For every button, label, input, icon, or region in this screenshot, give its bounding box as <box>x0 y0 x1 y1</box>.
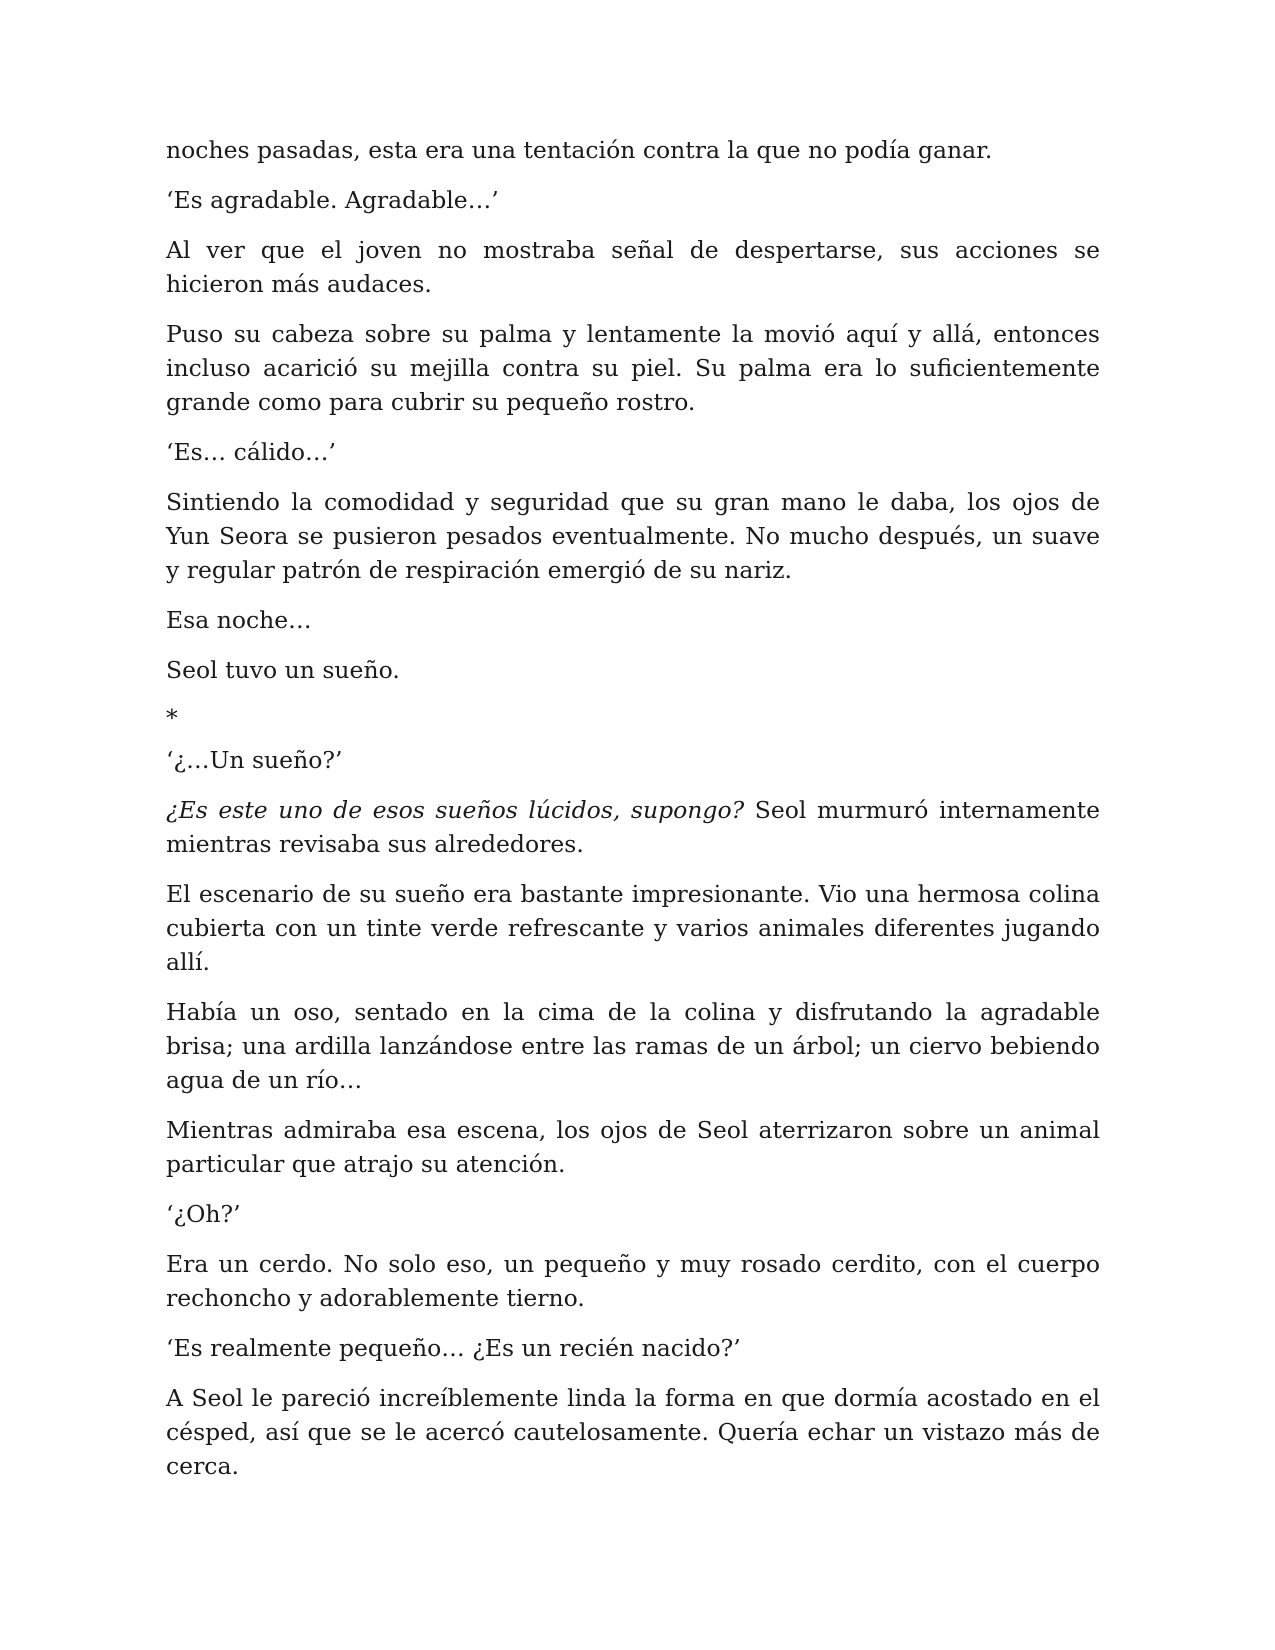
paragraph: Sintiendo la comodidad y seguridad que su gran mano le daba, los ojos de Yun Seora se pusieron pesados eventualmente. No mucho después, un suave y regular patrón de respiración emergió de su nariz. <box>166 488 1100 584</box>
paragraph: Era un cerdo. No solo eso, un pequeño y muy rosado cerdito, con el cuerpo rechoncho y adorablemente tierno. <box>166 1250 1100 1312</box>
paragraph: ‘¿…Un sueño?’ <box>166 746 343 774</box>
italic-thought: ¿Es este uno de esos sueños lúcidos, supongo? <box>166 796 745 824</box>
paragraph: Al ver que el joven no mostraba señal de despertarse, sus acciones se hicieron más audaces. <box>166 236 1100 298</box>
paragraph: Seol tuvo un sueño. <box>166 656 400 684</box>
paragraph: A Seol le pareció increíblemente linda la forma en que dormía acostado en el césped, así que se le acercó cautelosamente. Quería echar un vistazo más de cerca. <box>166 1384 1100 1480</box>
paragraph: ‘¿Oh?’ <box>166 1200 241 1228</box>
paragraph: El escenario de su sueño era bastante impresionante. Vio una hermosa colina cubierta con un tinte verde refrescante y varios animales diferentes jugando allí. <box>166 880 1100 976</box>
paragraph: Puso su cabeza sobre su palma y lentamente la movió aquí y allá, entonces incluso acarició su mejilla contra su piel. Su palma era lo suficientemente grande como para cubrir su pequeño rostro. <box>166 320 1100 416</box>
paragraph-text: Seol murmuró internamente mientras revisaba sus alrededores. <box>166 796 1100 858</box>
paragraph: Había un oso, sentado en la cima de la colina y disfrutando la agradable brisa; una ardilla lanzándose entre las ramas de un árbol; un ciervo bebiendo agua de un río… <box>166 998 1100 1094</box>
paragraph: ‘Es realmente pequeño… ¿Es un recién nacido?’ <box>166 1334 741 1362</box>
paragraph <box>166 793 1100 861</box>
scene-break: * <box>166 704 178 732</box>
paragraph: ‘Es agradable. Agradable…’ <box>166 186 499 214</box>
paragraph: Esa noche… <box>166 606 312 634</box>
document-page <box>166 133 1100 1499</box>
paragraph: ‘Es… cálido…’ <box>166 438 337 466</box>
paragraph: noches pasadas, esta era una tentación contra la que no podía ganar. <box>166 136 993 164</box>
paragraph: Mientras admiraba esa escena, los ojos de Seol aterrizaron sobre un animal particular que atrajo su atención. <box>166 1116 1100 1178</box>
